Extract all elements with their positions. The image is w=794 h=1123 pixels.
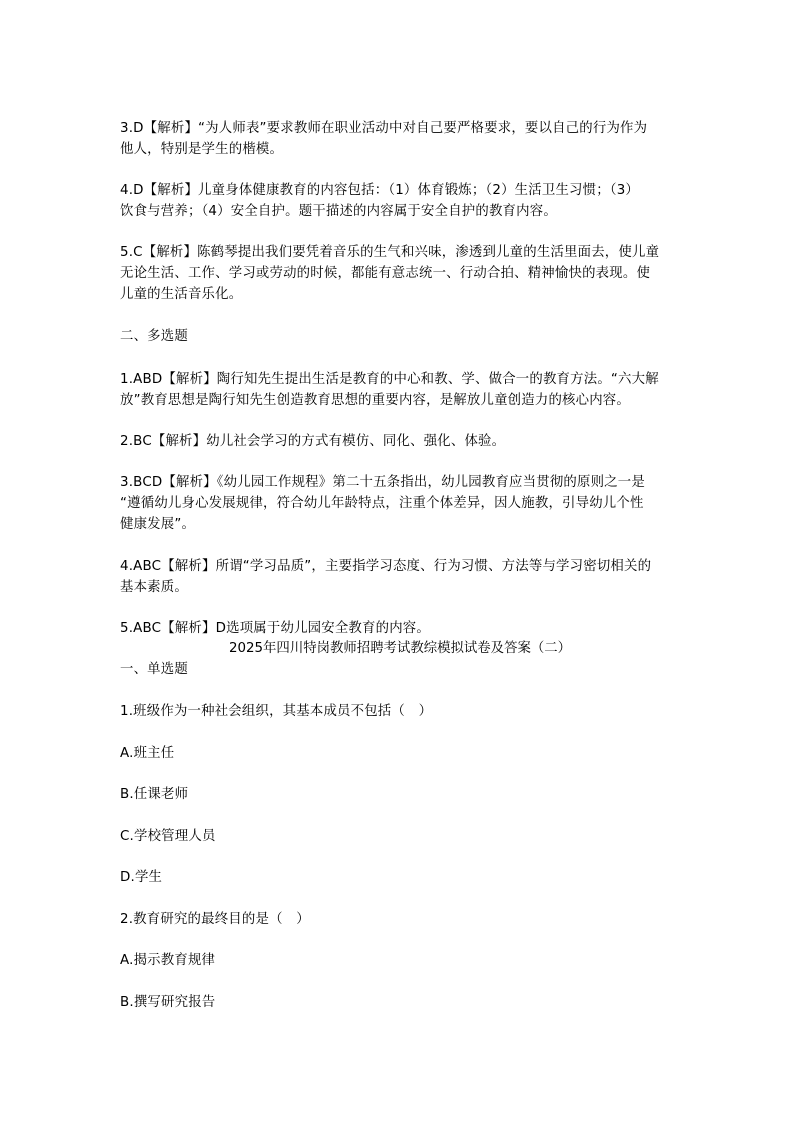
text-line: 5.ABC【解析】D选项属于幼儿园安全教育的内容。 [120,621,430,636]
question-1-option-b [120,784,680,805]
answer-multi-3 [120,472,680,535]
text-line: 饮食与营养；（4）安全自护。题干描述的内容属于安全自护的教育内容。 [120,204,557,219]
text-line: 2.BC【解析】幼儿社会学习的方式有模仿、同化、强化、体验。 [120,434,506,449]
question-text: 2.教育研究的最终目的是（ ） [120,912,310,927]
text-line: 无论生活、工作、学习或劳动的时候，都能有意志统一、行动合拍、精神愉快的表现。使 [120,266,651,281]
section-heading-text: 二、多选题 [120,329,188,344]
text-line: 5.C【解析】陈鹤琴提出我们要凭着音乐的生气和兴味，渗透到儿童的生活里面去，使儿童 [120,245,660,260]
option-text: D.学生 [120,870,163,885]
question-1-stem [120,701,680,722]
answer-5 [120,242,680,305]
answer-multi-1 [120,369,680,411]
option-text: A.班主任 [120,746,175,761]
answer-multi-2 [120,431,680,452]
section-heading-text: 一、单选题 [120,662,188,677]
question-text: 1.班级作为一种社会组织，其基本成员不包括（ ） [120,704,433,719]
answer-multi-4 [120,556,680,598]
option-text: C.学校管理人员 [120,829,216,844]
text-line: 他人，特别是学生的楷模。 [120,142,284,157]
text-line: 健康发展”。 [120,517,196,532]
text-line: 3.BCD【解析】《幼儿园工作规程》第二十五条指出，幼儿园教育应当贯彻的原则之一是 [120,475,645,490]
question-1-option-a [120,743,680,764]
text-line: 4.D【解析】儿童身体健康教育的内容包括：（1）体育锻炼；（2）生活卫生习惯；（3） [120,183,640,198]
question-2-option-b [120,992,680,1013]
text-line: 儿童的生活音乐化。 [120,287,243,302]
option-text: B.任课老师 [120,787,189,802]
question-1-option-c [120,826,680,847]
answer-4 [120,180,680,222]
answer-multi-5 [120,618,680,639]
option-text: B.撰写研究报告 [120,995,216,1010]
option-text: A.揭示教育规律 [120,953,216,968]
section-heading-single [120,659,680,680]
exam-title: 2025年四川特岗教师招聘考试教综模拟试卷及答案（二） [228,641,572,656]
question-2-stem [120,909,680,930]
text-line: 1.ABD【解析】陶行知先生提出生活是教育的中心和教、学、做合一的教育方法。“六大解 [120,372,659,387]
text-line: 放”教育思想是陶行知先生创造教育思想的重要内容，是解放儿童创造力的核心内容。 [120,393,630,408]
question-2-option-a [120,950,680,971]
section-heading-multi [120,326,680,347]
question-1-option-d [120,867,680,888]
text-line: 3.D【解析】“为人师表”要求教师在职业活动中对自己要严格要求，要以自己的行为作为 [120,121,648,136]
text-line: “遵循幼儿身心发展规律，符合幼儿年龄特点，注重个体差异，因人施教，引导幼儿个性 [120,496,644,511]
text-line: 4.ABC【解析】所谓“学习品质”，主要指学习态度、行为习惯、方法等与学习密切相关的 [120,559,652,574]
answer-3 [120,118,680,160]
text-line: 基本素质。 [120,580,188,595]
